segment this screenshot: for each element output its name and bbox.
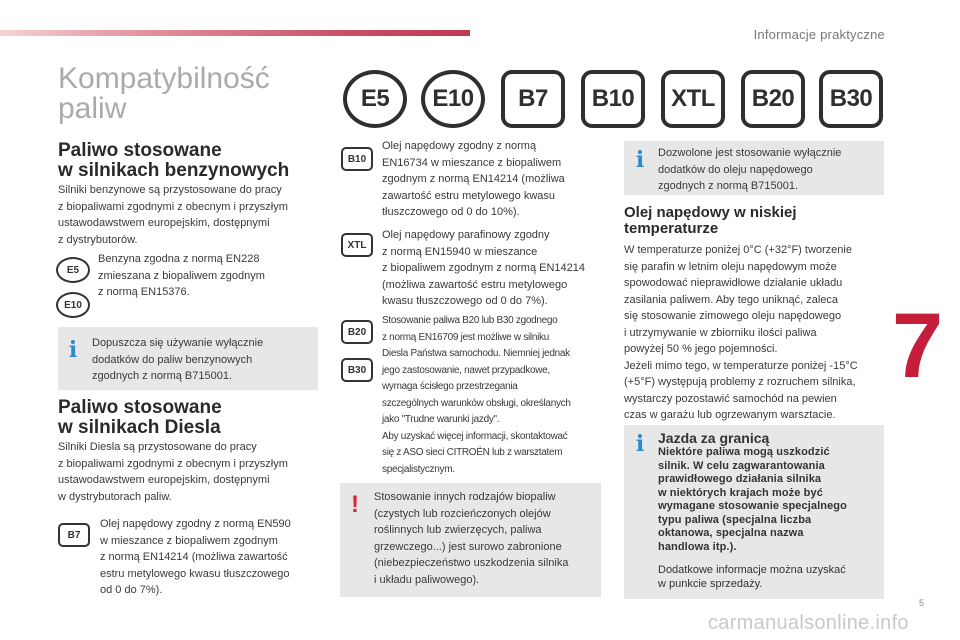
badge-b20-small: B20 (341, 320, 373, 344)
abroad-bold-line: w niektórych krajach może być (658, 486, 823, 499)
b20-description-line: szczególnych warunków obsługi, określanych (382, 397, 571, 409)
petrol-note-line: dodatków do paliw benzynowych (92, 353, 253, 366)
b7-description-line: z normą EN14214 (możliwa zawartość (100, 551, 288, 563)
winter-body-line: się parafin w letnim oleju napędowym może (624, 260, 837, 273)
xtl-description-line: (możliwa zawartość estru metylowego (382, 278, 568, 291)
badge-e5-small: E5 (56, 257, 90, 283)
abroad-bold-line: prawidłowego działania silnika (658, 473, 822, 485)
b10-description-line: EN16734 w mieszance z biopaliwem (382, 156, 562, 169)
page-title-line: Kompatybilność (58, 62, 270, 95)
diesel-intro-line: Silniki Diesla są przystosowane do pracy (58, 441, 257, 453)
warning-line: roślinnych lub zwierzęcych, paliwa (374, 524, 542, 536)
b20-description-line: wymaga ścisłego przestrzegania (382, 381, 518, 392)
winter-body-line: (+5°F) występują problemy z rozruchem silnika, (624, 376, 856, 388)
petrol-intro-line: z dystrybutorów. (58, 233, 138, 246)
fuel-badge-b30: B30 (819, 70, 883, 128)
page-title (58, 64, 338, 124)
badge-b30-small: B30 (341, 358, 373, 382)
petrol-additive-note (92, 335, 312, 385)
b20-description-line: Stosowanie paliwa B20 lub B30 zgodnego (382, 315, 558, 326)
winter-body-line: Jeżeli mimo tego, w temperaturze poniżej -15°C (624, 359, 858, 372)
b10-description (382, 138, 602, 221)
fuel-badge-xtl: XTL (661, 70, 725, 128)
winter-body-line: spowodować nieprawidłowe działanie układu (624, 277, 843, 289)
winter-heading-line: temperaturze (624, 220, 719, 237)
warning-line: (czystych lub rozcieńczonych olejów (374, 507, 551, 520)
petrol-intro (58, 182, 328, 248)
b20-description-line: z normą EN16709 jest możliwe w silniku (382, 331, 550, 343)
fuel-badge-b7: B7 (501, 70, 565, 128)
petrol-intro-line: ustawodawstwem europejskim, dostępnymi (58, 217, 270, 229)
b20-description-line: się z ASO sieci CITROËN lub z warsztatem (382, 447, 563, 458)
b20-description-line: specjalistycznym. (382, 463, 455, 475)
e5-description-line: Benzyna zgodna z normą EN228 (98, 253, 260, 265)
xtl-description-line: z normą EN15940 w mieszance (382, 245, 538, 258)
diesel-additive-note (658, 145, 878, 195)
info-icon: i (635, 147, 645, 173)
winter-body-line: czas w garażu lub ogrzewanym warsztacie. (624, 409, 836, 421)
warning-line: (niebezpieczeństwo uszkodzenia silnika (374, 557, 569, 569)
b7-description-line: Olej napędowy zgodny z normą EN590 (100, 518, 291, 530)
fuel-badge-e10: E10 (421, 70, 485, 128)
abroad-note-line: Dodatkowe informacje można uzyskać (658, 564, 846, 576)
winter-body-line: W temperaturze poniżej 0°C (+32°F) tworzenie (624, 244, 852, 256)
xtl-description-line: Olej napędowy parafinowy zgodny (382, 229, 550, 241)
winter-body-line: powyżej 50 % jego pojemności. (624, 343, 778, 355)
driving-abroad-warning (658, 446, 878, 554)
diesel-intro-line: w dystrybutorach paliw. (58, 490, 172, 503)
e5-description (98, 251, 318, 301)
b20-b30-description (382, 313, 607, 478)
abroad-bold-line: oktanowa, specjalna nazwa (658, 527, 804, 539)
petrol-intro-line: z biopaliwami zgodnymi z obecnym i przyszłym (58, 200, 288, 213)
petrol-note-line: Dopuszcza się używanie wyłącznie (92, 337, 264, 349)
driving-abroad-note (658, 563, 878, 591)
diesel-note-line: zgodnych z normą B715001. (658, 180, 799, 192)
diesel-note-line: dodatków do oleju napędowego (658, 163, 813, 176)
abroad-bold-line: handlowa itp.). (658, 540, 737, 553)
info-icon: i (68, 337, 78, 363)
winter-body-line: zasilania paliwem. Aby tego uniknąć, zaleca (624, 293, 839, 306)
abroad-bold-line: typu paliwa (specjalna liczba (658, 513, 812, 526)
xtl-description-line: z biopaliwem zgodnym z normą EN14214 (382, 262, 585, 274)
b20-description-line: jako "Trudne warunki jazdy". (382, 414, 500, 425)
abroad-bold-line: silnik. W celu zagwarantowania (658, 459, 825, 472)
winter-heading-line: Olej napędowy w niskiej (624, 204, 797, 221)
diesel-heading (58, 398, 222, 438)
header-accent-bar (0, 30, 470, 36)
diesel-intro-line: ustawodawstwem europejskim, dostępnymi (58, 474, 270, 486)
petrol-heading-line: w silnikach benzynowych (58, 160, 290, 181)
diesel-note-line: Dozwolone jest stosowanie wyłącznie (658, 147, 842, 159)
petrol-note-line: zgodnych z normą B715001. (92, 370, 233, 382)
badge-e10-small: E10 (56, 292, 90, 318)
badge-b10-small: B10 (341, 147, 373, 171)
petrol-intro-line: Silniki benzynowe są przystosowane do pracy (58, 184, 282, 196)
fuel-badge-e5: E5 (343, 70, 407, 128)
warning-line: grzewczego...) jest surowo zabronione (374, 540, 562, 553)
b7-description (100, 516, 320, 599)
badge-b7-small: B7 (58, 523, 90, 547)
section-label: Informacje praktyczne (753, 27, 885, 42)
e5-description-line: z normą EN15376. (98, 286, 190, 298)
abroad-note-line: w punkcie sprzedaży. (658, 578, 763, 590)
driving-abroad-title: Jazda za granicą (658, 430, 770, 446)
diesel-intro-line: z biopaliwami zgodnymi z obecnym i przyszłym (58, 457, 288, 470)
petrol-heading (58, 141, 289, 181)
b20-description-line: Aby uzyskać więcej informacji, skontaktować (382, 430, 568, 442)
winter-body-line: się stosowanie zimowego oleju napędowego (624, 310, 842, 322)
abroad-bold-line: wymagane stosowanie specjalnego (658, 500, 847, 512)
b10-description-line: Olej napędowy zgodny z normą (382, 140, 537, 152)
winter-diesel-body (624, 242, 889, 424)
page-number: 5 (919, 598, 925, 608)
e5-description-line: zmieszana z biopaliwem zgodnym (98, 269, 265, 282)
b20-description-line: jego zastosowanie, nawet przypadkowe, (382, 364, 550, 376)
warning-icon: ! (351, 491, 359, 518)
fuel-badge-b10: B10 (581, 70, 645, 128)
diesel-heading-line: Paliwo stosowane (58, 397, 222, 418)
page-title-line: paliw (58, 92, 127, 125)
warning-line: i układu paliwowego). (374, 573, 480, 586)
b10-description-line: zgodnym z normą EN14214 (możliwa (382, 173, 565, 185)
chapter-number: 7 (892, 295, 944, 397)
warning-line: Stosowanie innych rodzajów biopaliw (374, 491, 556, 503)
diesel-heading-line: w silnikach Diesla (58, 417, 221, 438)
petrol-heading-line: Paliwo stosowane (58, 140, 222, 161)
xtl-description (382, 227, 607, 310)
info-icon: i (635, 431, 645, 457)
winter-body-line: wystarczy pozostawić samochód na pewien (624, 392, 837, 405)
diesel-intro (58, 439, 328, 505)
watermark: carmanualsonline.info (708, 612, 909, 634)
abroad-bold-line: Niektóre paliwa mogą uszkodzić (658, 446, 830, 458)
b7-description-line: estru metylowego kwasu tłuszczowego (100, 567, 290, 580)
xtl-description-line: kwasu tłuszczowego od 0 do 7%). (382, 295, 548, 307)
b10-description-line: tłuszczowego od 0 do 10%). (382, 206, 520, 218)
winter-diesel-heading (624, 205, 797, 237)
b20-description-line: Diesla Państwa samochodu. Niemniej jednak (382, 348, 570, 359)
fuel-badge-b20: B20 (741, 70, 805, 128)
fuel-badge-row (343, 70, 883, 128)
b7-description-line: od 0 do 7%). (100, 584, 163, 596)
b7-description-line: w mieszance z biopaliwem zgodnym (100, 534, 278, 547)
b10-description-line: zawartość estru metylowego kwasu (382, 189, 556, 202)
badge-xtl-small: XTL (341, 233, 373, 257)
biofuel-warning (374, 489, 599, 588)
winter-body-line: i utrzymywanie w zbiorniku ilości paliwa (624, 326, 817, 339)
